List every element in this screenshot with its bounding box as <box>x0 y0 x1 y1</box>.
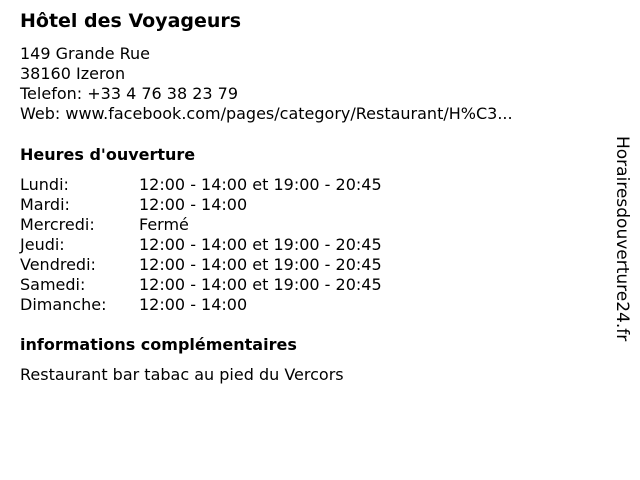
time-value: 12:00 - 14:00 <box>139 195 248 214</box>
time-value: 12:00 - 14:00 et 19:00 - 20:45 <box>139 235 382 254</box>
address-block <box>20 44 513 124</box>
day-label: Lundi: <box>20 175 69 194</box>
address-street: 149 Grande Rue <box>20 44 151 63</box>
additional-info-text: Restaurant bar tabac au pied du Vercors <box>20 365 344 384</box>
day-label: Vendredi: <box>20 255 96 274</box>
day-label: Mardi: <box>20 195 70 214</box>
day-label: Jeudi: <box>20 235 65 254</box>
time-value: 12:00 - 14:00 <box>139 295 248 314</box>
time-value: 12:00 - 14:00 et 19:00 - 20:45 <box>139 175 382 194</box>
day-label: Mercredi: <box>20 215 95 234</box>
website-link[interactable]: Web: www.facebook.com/pages/category/Restaurant/H%C3... <box>20 104 513 123</box>
place-name: Hôtel des Voyageurs <box>20 10 242 32</box>
time-value: Fermé <box>139 215 189 234</box>
site-watermark: Horairesdouverture24.fr <box>612 136 632 342</box>
time-value: 12:00 - 14:00 et 19:00 - 20:45 <box>139 255 382 274</box>
day-label: Dimanche: <box>20 295 107 314</box>
opening-hours-heading: Heures d'ouverture <box>20 145 196 164</box>
address-city: 38160 Izeron <box>20 64 126 83</box>
additional-info-heading: informations complémentaires <box>20 335 297 354</box>
day-label: Samedi: <box>20 275 86 294</box>
phone-number: Telefon: +33 4 76 38 23 79 <box>20 84 239 103</box>
time-value: 12:00 - 14:00 et 19:00 - 20:45 <box>139 275 382 294</box>
